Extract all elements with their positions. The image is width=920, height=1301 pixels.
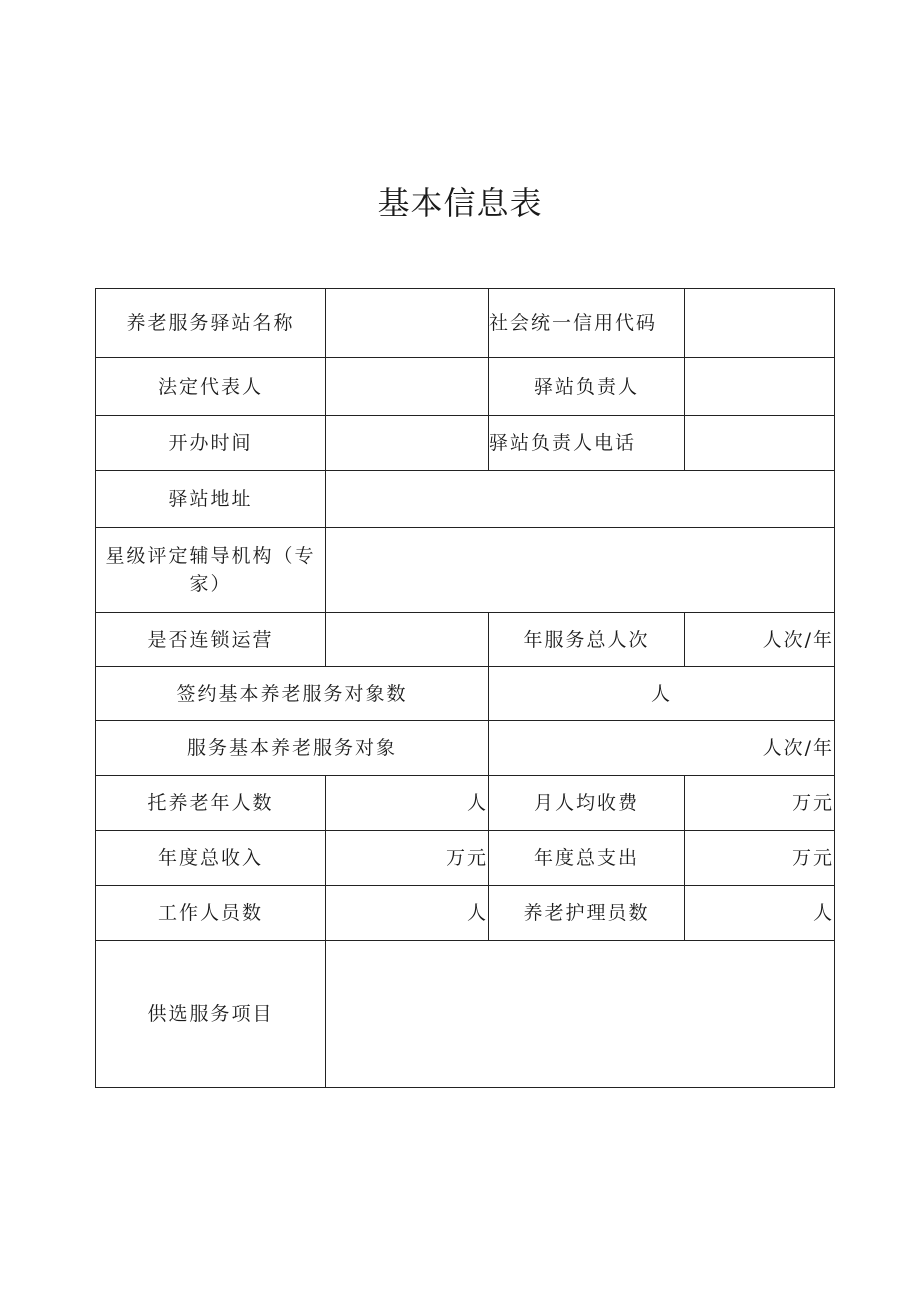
annual-income-label: 年度总收入 [96, 831, 326, 886]
table-row [96, 528, 835, 613]
credit-code-label: 社会统一信用代码 [489, 289, 685, 358]
rating-agency-field[interactable] [326, 528, 835, 613]
manager-phone-field[interactable] [685, 416, 835, 471]
table-row [96, 289, 835, 358]
legal-rep-field[interactable] [326, 358, 489, 416]
resident-elderly-label: 托养老年人数 [96, 776, 326, 831]
table-row [96, 358, 835, 416]
monthly-fee-unit[interactable]: 万元 [685, 776, 835, 831]
table-row [96, 416, 835, 471]
address-field[interactable] [326, 471, 835, 528]
service-items-field[interactable] [326, 941, 835, 1088]
station-name-field[interactable] [326, 289, 489, 358]
table-row [96, 941, 835, 1088]
station-manager-label: 驿站负责人 [489, 358, 685, 416]
signed-clients-label: 签约基本养老服务对象数 [96, 667, 489, 721]
table-row [96, 471, 835, 528]
annual-expense-label: 年度总支出 [489, 831, 685, 886]
annual-service-unit[interactable]: 人次/年 [685, 613, 835, 667]
basic-info-table [95, 288, 835, 1088]
served-clients-label: 服务基本养老服务对象 [96, 721, 489, 776]
table-row [96, 613, 835, 667]
annual-expense-unit[interactable]: 万元 [685, 831, 835, 886]
table-row [96, 721, 835, 776]
rating-agency-label: 星级评定辅导机构（专家） [96, 528, 326, 613]
station-name-label: 养老服务驿站名称 [96, 289, 326, 358]
resident-elderly-unit[interactable]: 人 [326, 776, 489, 831]
station-manager-field[interactable] [685, 358, 835, 416]
service-items-label: 供选服务项目 [96, 941, 326, 1088]
annual-income-unit[interactable]: 万元 [326, 831, 489, 886]
table-row [96, 831, 835, 886]
table-row [96, 886, 835, 941]
address-label: 驿站地址 [96, 471, 326, 528]
table-row [96, 776, 835, 831]
staff-count-label: 工作人员数 [96, 886, 326, 941]
open-date-label: 开办时间 [96, 416, 326, 471]
manager-phone-label: 驿站负责人电话 [489, 416, 685, 471]
credit-code-field[interactable] [685, 289, 835, 358]
page-title: 基本信息表 [377, 184, 543, 222]
chain-operation-label: 是否连锁运营 [96, 613, 326, 667]
served-clients-unit[interactable]: 人次/年 [489, 721, 835, 776]
staff-count-unit[interactable]: 人 [326, 886, 489, 941]
caregiver-count-label: 养老护理员数 [489, 886, 685, 941]
legal-rep-label: 法定代表人 [96, 358, 326, 416]
monthly-fee-label: 月人均收费 [489, 776, 685, 831]
signed-clients-unit[interactable]: 人 [489, 667, 835, 721]
open-date-field[interactable] [326, 416, 489, 471]
annual-service-label: 年服务总人次 [489, 613, 685, 667]
caregiver-count-unit[interactable]: 人 [685, 886, 835, 941]
chain-operation-field[interactable] [326, 613, 489, 667]
table-row [96, 667, 835, 721]
